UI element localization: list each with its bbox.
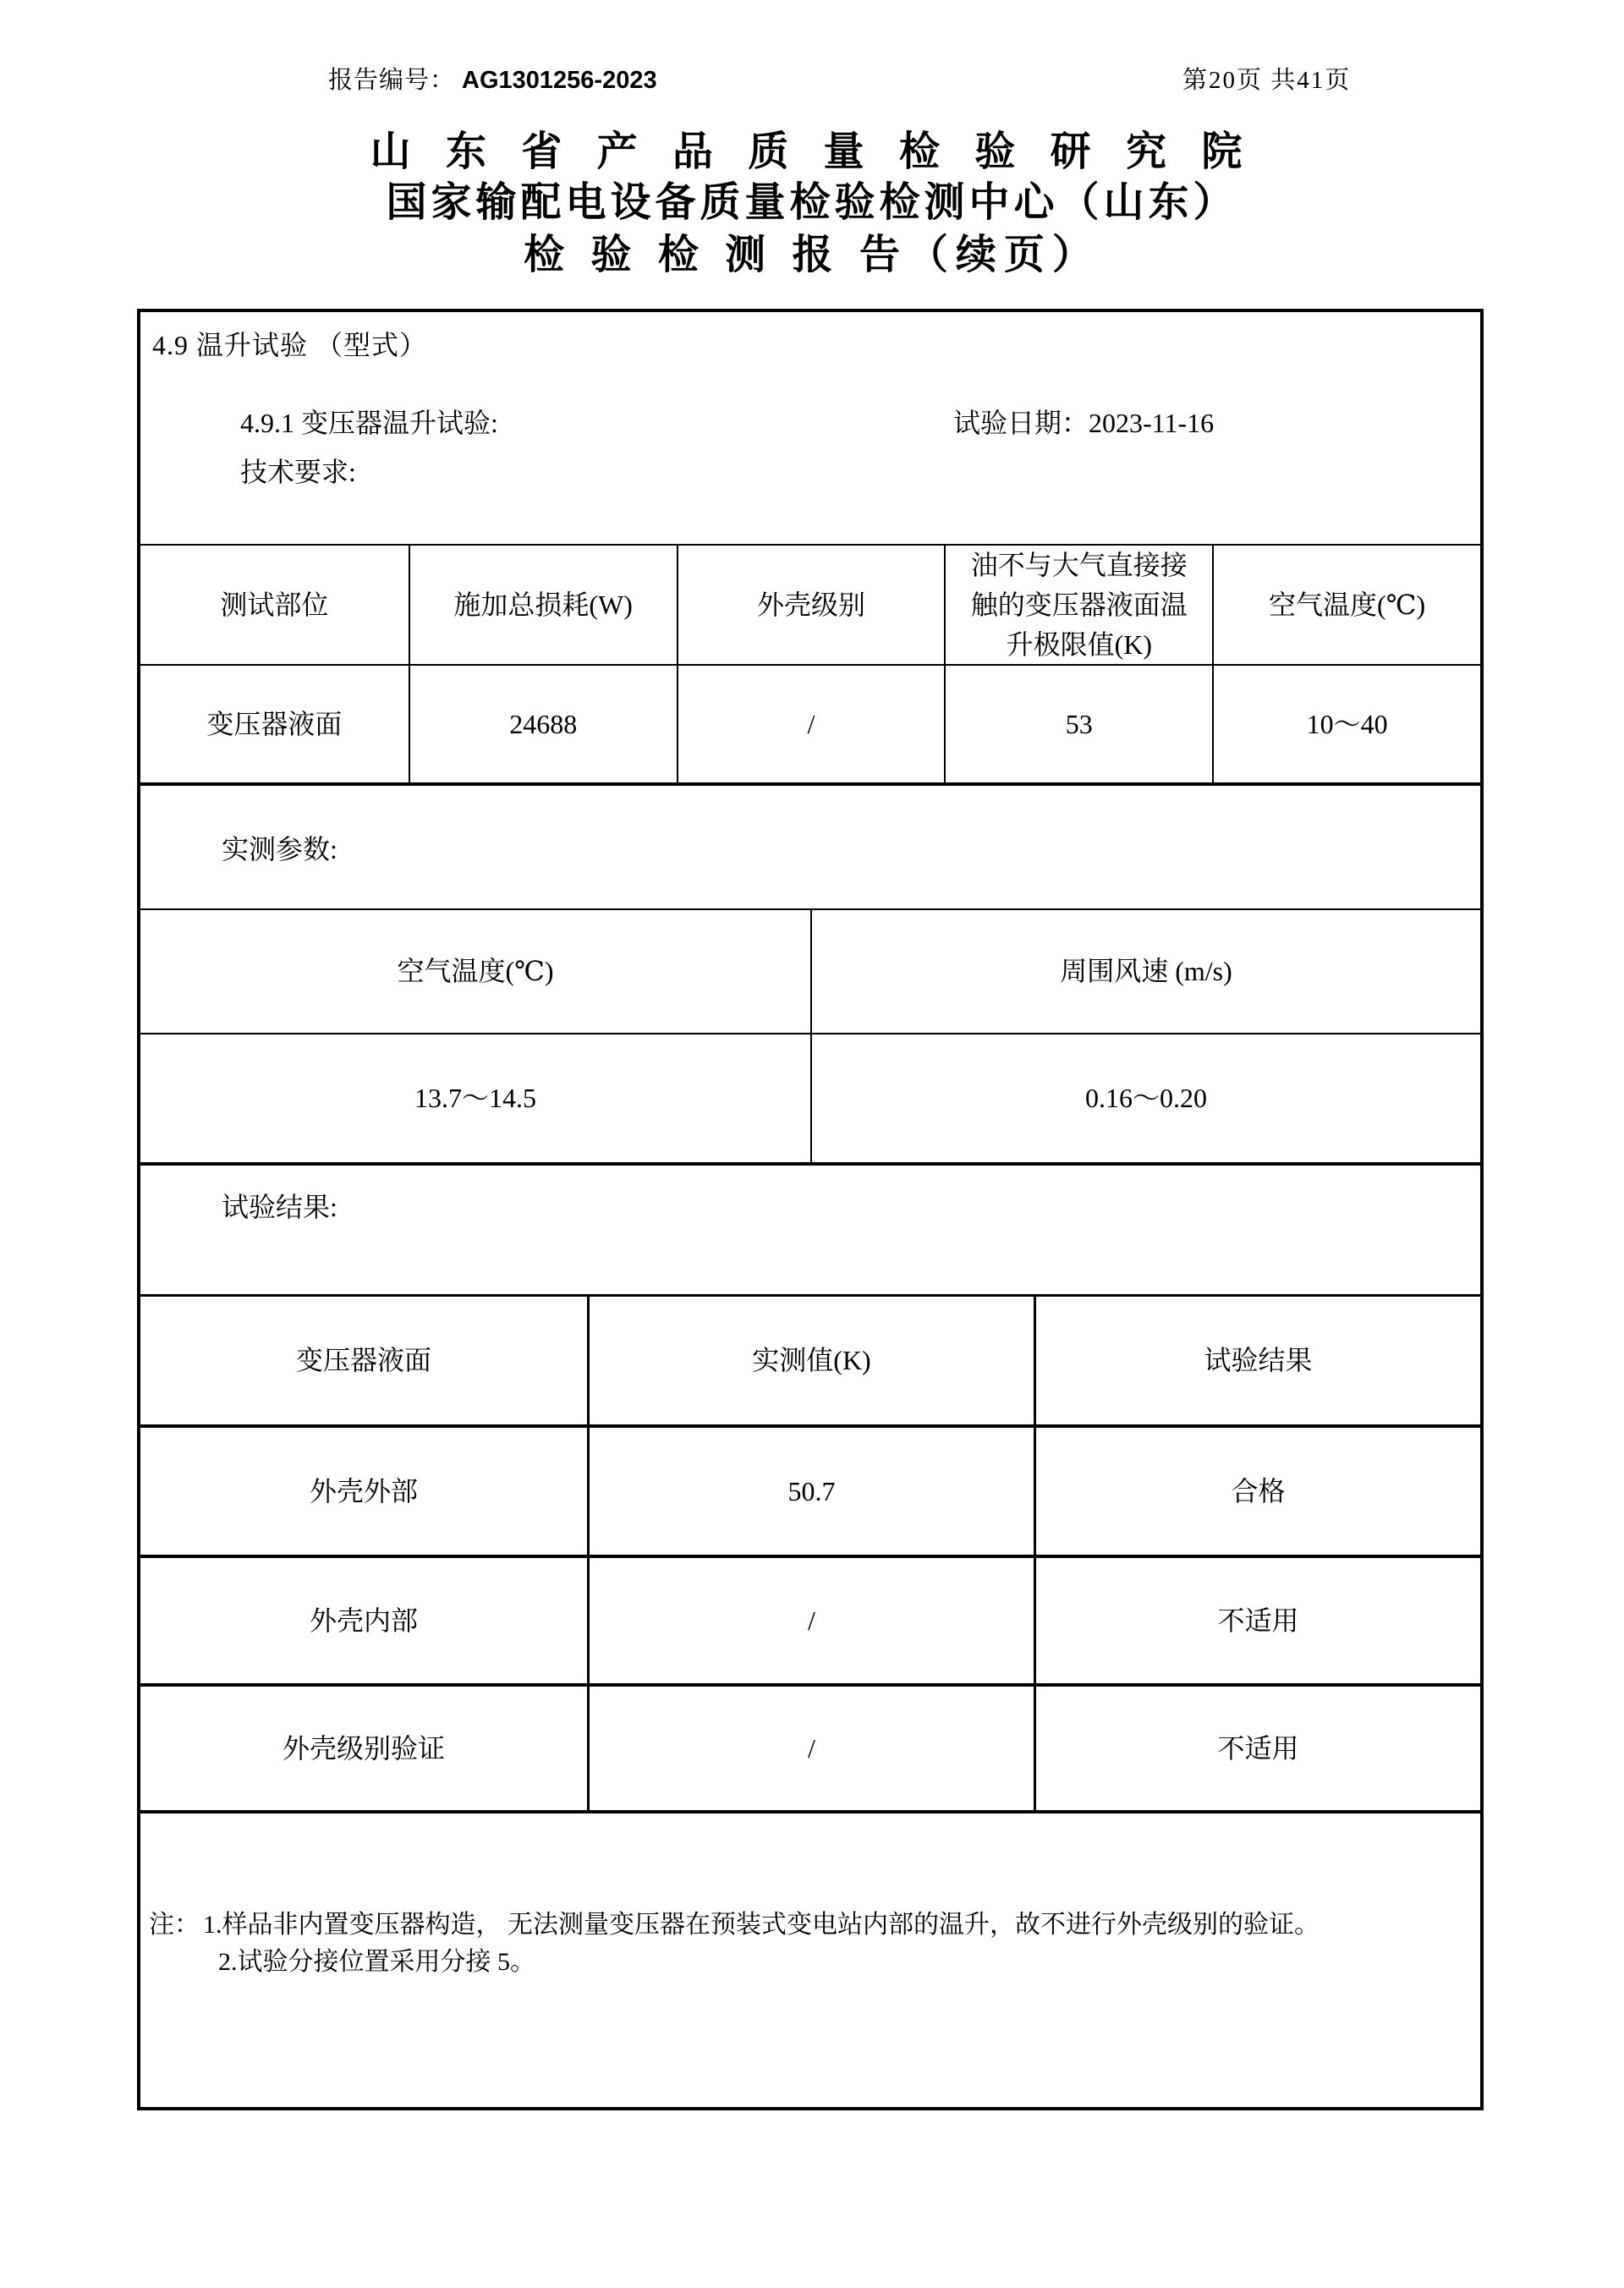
section-temperature-rise-test <box>140 312 1480 544</box>
result-table-row <box>140 1424 1480 1555</box>
org-title-line2: 国家输配电设备质量检验检测中心（山东） <box>386 180 1238 225</box>
note-text-1: 1.样品非内置变压器构造， 无法测量变压器在预装式变电站内部的温升，故不进行外壳级别的验证。 <box>203 1911 1320 1939</box>
result-header-verdict: 试验结果 <box>1034 1297 1480 1424</box>
test-result-section <box>140 1162 1480 1294</box>
result-verdict: 合格 <box>1034 1428 1480 1555</box>
limits-header-enclosure-class: 外壳级别 <box>677 546 945 665</box>
test-result-label: 试验结果: <box>222 1192 337 1222</box>
result-measured-value: 50.7 <box>587 1428 1034 1555</box>
result-item: 外壳内部 <box>309 1605 418 1636</box>
limits-value-test-part: 变压器液面 <box>206 708 343 739</box>
result-item: 外壳级别验证 <box>282 1732 445 1764</box>
report-number-value: AG1301256-2023 <box>462 67 657 94</box>
report-number <box>328 61 657 96</box>
page-indicator: 第20页 共41页 <box>1182 67 1352 94</box>
limits-value-oil-temp-limit: 53 <box>944 666 1212 782</box>
limits-header-test-part: 测试部位 <box>220 590 329 620</box>
org-title-line1: 山 东 省 产 品 质 量 检 验 研 究 院 <box>370 129 1254 174</box>
limits-header-oil-temp-limit: 油不与大气直接接触的变压器液面温升极限值(K) <box>944 546 1212 665</box>
ambient-header-wind-speed: 周围风速 (m/s) <box>810 910 1480 1033</box>
limits-value-air-temp: 10～40 <box>1212 666 1480 782</box>
result-measured-value: / <box>587 1687 1034 1810</box>
result-table-row <box>140 1683 1480 1810</box>
result-verdict: 不适用 <box>1034 1687 1480 1810</box>
limits-header-total-loss: 施加总损耗(W) <box>409 546 677 665</box>
ambient-table-data-row <box>140 1033 1480 1162</box>
result-header-item: 变压器液面 <box>295 1345 431 1375</box>
result-verdict: 不适用 <box>1034 1558 1480 1683</box>
tech-requirements-label: 技术要求: <box>240 457 356 487</box>
ambient-value-wind-speed: 0.16～0.20 <box>810 1034 1480 1162</box>
measured-params-section <box>140 782 1480 908</box>
limits-value-enclosure-class: / <box>677 666 945 782</box>
subsection-heading: 4.9.1 变压器温升试验: <box>240 408 498 438</box>
subsection-row <box>240 402 1458 441</box>
limits-table-data-row <box>140 664 1480 782</box>
note-line-1 <box>149 1907 1460 1944</box>
notes-section <box>140 1810 1480 2107</box>
report-title: 检 验 检 测 报 告（续页） <box>524 233 1100 277</box>
result-measured-value: / <box>587 1558 1034 1683</box>
ambient-table-header-row <box>140 908 1480 1033</box>
report-number-label: 报告编号： <box>328 67 456 94</box>
limits-header-air-temp: 空气温度(℃) <box>1212 546 1480 665</box>
limits-value-total-loss: 24688 <box>409 666 677 782</box>
result-item: 外壳外部 <box>309 1475 418 1506</box>
report-body-table <box>137 309 1484 2110</box>
page-header <box>0 61 1624 98</box>
note-label: 注： <box>149 1911 200 1939</box>
ambient-value-air-temp: 13.7～14.5 <box>414 1083 536 1113</box>
result-table-row <box>140 1555 1480 1683</box>
section-heading: 4.9 温升试验 （型式） <box>152 330 428 360</box>
test-date: 试验日期：2023-11-16 <box>953 408 1215 438</box>
note-text-2: 2.试验分接位置采用分接 5。 <box>218 1948 535 1976</box>
limits-table-header-row <box>140 544 1480 664</box>
result-table-header-row <box>140 1294 1480 1424</box>
result-header-measured-value: 实测值(K) <box>587 1297 1034 1424</box>
measured-params-label: 实测参数: <box>222 833 337 864</box>
ambient-header-air-temp: 空气温度(℃) <box>397 956 554 986</box>
